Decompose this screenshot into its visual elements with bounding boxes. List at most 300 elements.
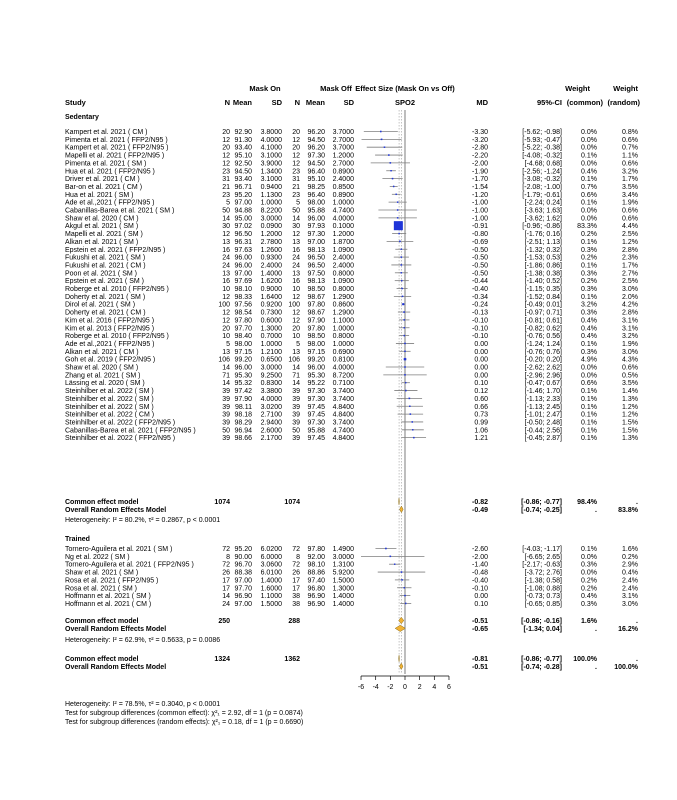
weight-random: 0.6% [622,160,638,168]
study-label: Steinhilber et al. 2022 ( SM ) [65,395,154,403]
common-effect-diamond [399,655,400,661]
study-label: Rosa et al. 2021 ( FFP2/N95 ) [65,577,159,585]
mean-mask-on: 92.50 [234,160,252,168]
weight-random: 0.6% [622,364,638,372]
effect-square [404,343,405,344]
mean-mask-off: 97.80 [307,546,325,553]
mean-mask-on: 97.00 [234,270,252,278]
n-mask-off: 17 [292,585,300,593]
n-mask-off: 12 [292,160,300,168]
mean-mask-on: 97.02 [234,223,252,231]
effect-square [399,241,400,242]
random-md: -0.65 [472,625,488,633]
study-label: Lässing et al. 2020 ( SM ) [65,380,145,388]
x-tick-label: -4 [372,684,379,691]
n-mask-off-total: 288 [288,618,300,625]
mean-mask-on: 97.63 [234,246,252,254]
n-mask-on: 14 [222,364,230,372]
n-mask-off: 12 [292,152,300,160]
mean-mask-off: 98.13 [307,278,325,286]
effect-square [394,564,395,565]
sd-mask-off: 1.0000 [332,340,354,348]
weight-common: 0.4% [581,325,597,333]
n-mask-on: 17 [222,577,230,585]
effect-square [404,595,405,596]
n-mask-off: 10 [292,333,300,341]
common-effect-label: Common effect model [65,618,139,625]
n-mask-on: 12 [222,231,230,239]
study-label: Hua et al. 2021 ( SM ) [65,191,134,199]
mean-mask-on: 93.40 [234,144,252,152]
mean-mask-off: 94.50 [307,136,325,144]
mean-mask-on: 96.00 [234,364,252,372]
sd-mask-on: 0.9000 [260,286,282,293]
effect-square [413,437,414,438]
sd-mask-off: 1.4000 [332,593,354,601]
n-mask-on: 20 [222,325,230,333]
mean-difference: 0.00 [474,593,488,601]
n-mask-on: 72 [222,546,230,553]
mean-difference: -2.00 [472,160,488,168]
n-mask-off: 39 [292,403,300,411]
n-mask-on-total: 1324 [214,656,230,663]
mean-mask-off: 97.93 [307,223,325,231]
weight-random: 3.0% [622,286,638,293]
n-mask-on: 12 [222,317,230,325]
n-mask-on: 39 [222,403,230,411]
mean-mask-off: 96.40 [307,191,325,199]
effect-square [401,264,402,265]
random-weight-common: . [595,663,597,671]
n-mask-on: 5 [226,340,230,348]
common-ci: [-0.86; -0.16] [521,618,562,625]
confidence-interval: [-1.38; 0.58] [524,577,562,585]
mean-difference: -1.00 [472,199,488,207]
n-mask-on: 16 [222,278,230,286]
mean-mask-off: 97.45 [307,411,325,419]
random-weight-random: 16.2% [618,625,638,633]
mean-mask-on: 92.90 [234,129,252,136]
weight-common: 0.4% [581,317,597,325]
confidence-interval: [-2.08; -1.00] [522,183,562,191]
effect-square [381,139,382,140]
sd-mask-off: 1.0900 [332,278,354,286]
confidence-interval: [-2.17; -0.63] [522,561,562,569]
effect-square [401,257,402,258]
sd-mask-off: 1.2000 [332,152,354,160]
mean-difference: 0.10 [474,600,488,608]
weight-common: 0.1% [581,419,597,427]
mean-mask-on: 98.18 [234,411,252,419]
study-label: Shaw et al. 2021 ( SM ) [65,569,139,577]
n-mask-off: 16 [292,278,300,286]
weight-common: 0.0% [581,215,597,223]
weight-common: 0.2% [581,254,597,262]
effect-square [404,358,406,360]
weight-common: 0.1% [581,262,597,270]
n-mask-on: 13 [222,238,230,246]
confidence-interval: [-2.24; 0.24] [524,199,562,207]
mean-difference: 0.60 [474,395,488,403]
n-mask-off: 72 [292,561,300,569]
sd-mask-off: 5.9200 [332,569,354,577]
study-label: Steinhilber et al. 2022 ( SM ) [65,388,154,396]
weight-common-top: Weight [565,84,590,93]
random-effects-diamond [400,663,403,669]
weight-common: 0.4% [581,168,597,176]
weight-common: 0.0% [581,160,597,168]
confidence-interval: [-2.51; 1.13] [524,238,562,246]
footnote: Test for subgroup differences (common effect): χ²₁ = 2.92, df = 1 (p = 0.0874) [65,710,303,717]
n-mask-on: 24 [222,262,230,270]
study-label: Alkan et al. 2021 ( SM ) [65,238,139,246]
mean-difference: -0.34 [472,293,488,301]
mean-mask-off: 98.25 [307,183,325,191]
weight-random: 3.0% [622,348,638,356]
weight-common: 0.1% [581,388,597,396]
sd-mask-off: 8.7200 [332,372,354,380]
mean-mask-on: 97.70 [234,585,252,593]
n-mask-on: 50 [222,207,230,215]
confidence-interval: [-0.50; 2.48] [524,419,562,427]
sd-mask-on: 1.2600 [260,246,282,254]
mean-difference: -0.50 [472,270,488,278]
mean-mask-off: 96.20 [307,129,325,136]
n-mask-off: 13 [292,238,300,246]
forest-rows [65,114,639,726]
n-mask-off: 31 [292,176,300,184]
study-label: Kampert et al. 2021 ( CM ) [65,129,148,136]
mean-mask-on: 98.00 [234,340,252,348]
n-mask-off: 12 [292,136,300,144]
n-mask-off: 39 [292,395,300,403]
random-effects-label: Overall Random Effects Model [65,506,167,514]
sd-mask-on: 1.3400 [260,168,282,176]
weight-random: 1.2% [622,238,638,246]
study-label: Tornero-Aguilera et al. 2021 ( FFP2/N95 ) [65,561,194,569]
n-mask-on: 12 [222,293,230,301]
sd-mask-off: 1.4000 [332,600,354,608]
effect-square [402,296,403,297]
weight-random: 2.0% [622,293,638,301]
mean-difference: -0.40 [472,577,488,585]
mean-mask-off: 95.10 [307,176,325,184]
random-weight-random: 83.8% [618,506,638,514]
effect-square [390,170,391,171]
mean-mask-on: 95.30 [234,372,252,380]
n-mask-off: 71 [292,372,300,380]
md-header: MD [476,98,488,107]
confidence-interval: [-1.13; 2.33] [524,395,562,403]
weight-random: 0.7% [622,144,638,152]
n-off-header: N [294,98,300,107]
sd-mask-off: 0.1000 [332,223,354,231]
sd-mask-on: 0.6500 [260,356,282,364]
confidence-interval: [-5.22; -0.38] [522,144,562,152]
n-mask-on: 39 [222,411,230,419]
study-label: Hoffmann et al. 2021 ( SM ) [65,593,151,601]
mean-difference: -0.91 [472,223,488,231]
mean-difference: 0.00 [474,364,488,372]
mean-difference: -0.48 [472,569,488,577]
sd-mask-on: 1.1300 [260,191,282,199]
sd-mask-off: 0.8100 [332,356,354,364]
n-mask-on: 13 [222,348,230,356]
sd-mask-off: 4.8400 [332,411,354,419]
sd-mask-on: 3.1000 [260,152,282,160]
mean-difference: -0.40 [472,286,488,293]
mean-difference: -0.50 [472,246,488,254]
n-mask-off: 12 [292,309,300,317]
sd-mask-on: 2.6000 [260,427,282,435]
n-mask-off: 13 [292,348,300,356]
sd-mask-on: 1.3000 [260,325,282,333]
sd-mask-on: 1.0000 [260,340,282,348]
effect-square [397,202,398,203]
weight-common: 0.1% [581,411,597,419]
mean-difference: 0.12 [474,388,488,396]
weight-common: 0.1% [581,546,597,553]
weight-random: 1.3% [622,435,638,443]
n-mask-on: 17 [222,585,230,593]
mean-mask-on: 96.00 [234,254,252,262]
mean-difference: -0.44 [472,278,488,286]
mean-mask-on: 97.56 [234,301,252,309]
x-tick-label: -2 [387,684,394,691]
sd-on-header: SD [271,98,282,107]
effect-square [392,178,393,179]
weight-random: 4.2% [622,301,638,309]
sd-mask-off: 1.2900 [332,309,354,317]
common-weight-common: 1.6% [581,618,597,625]
weight-common: 0.4% [581,593,597,601]
confidence-interval: [-6.65; 2.65] [524,553,562,561]
mean-mask-on: 94.88 [234,207,252,215]
n-mask-on: 14 [222,215,230,223]
confidence-interval: [-0.96; -0.86] [522,223,562,231]
random-md: -0.49 [472,506,488,514]
confidence-interval: [-4.03; -1.17] [522,546,562,553]
n-mask-off: 13 [292,270,300,278]
n-mask-off: 5 [296,199,300,207]
confidence-interval: [-0.97; 0.71] [524,309,562,317]
subgroup-title: Trained [65,536,90,543]
sd-mask-off: 3.7000 [332,129,354,136]
weight-common: 0.3% [581,286,597,293]
random-weight-random: 100.0% [614,663,638,671]
weight-random: 1.2% [622,411,638,419]
weight-common: 0.2% [581,278,597,286]
mean-mask-on: 96.50 [234,231,252,239]
confidence-interval: [-0.49; 0.01] [524,301,562,309]
weight-common: 0.1% [581,238,597,246]
study-label: Epstein et al. 2021 ( FFP2/N95 ) [65,246,166,254]
effect-square [401,272,402,273]
sd-mask-on: 6.0000 [260,553,282,561]
weight-common: 83.3% [577,223,597,231]
confidence-interval: [-5.93; -0.47] [522,136,562,144]
mean-difference: 0.00 [474,340,488,348]
common-ci: [-0.86; -0.77] [521,656,562,663]
study-label: Pimenta et al. 2021 ( SM ) [65,160,147,168]
mean-mask-on: 98.54 [234,309,252,317]
study-label: Cabanillas-Barea et al. 2021 ( FFP2/N95 ) [65,427,196,435]
mean-mask-off: 99.20 [307,356,325,364]
mean-mask-off: 97.30 [307,419,325,427]
effect-square [410,414,411,415]
mean-mask-on: 96.31 [234,238,252,246]
effect-square [405,390,406,391]
weight-common: 0.0% [581,372,597,380]
sd-mask-on: 3.8000 [260,129,282,136]
mean-mask-on: 95.20 [234,191,252,199]
mean-mask-on: 98.29 [234,419,252,427]
sd-mask-off: 3.7000 [332,144,354,152]
sd-mask-off: 0.8900 [332,168,354,176]
mean-mask-off: 95.88 [307,207,325,215]
weight-random: 3.5% [622,183,638,191]
sd-mask-off: 4.7400 [332,427,354,435]
common-effect-diamond [399,617,404,623]
n-mask-off: 17 [292,577,300,585]
mean-mask-off: 97.80 [307,325,325,333]
weight-random: 3.5% [622,380,638,388]
random-effects-diamond [400,506,404,512]
weight-common: 0.3% [581,270,597,278]
study-label: Doherty et al. 2021 ( CM ) [65,309,146,317]
confidence-interval: [-1.01; 2.47] [524,411,562,419]
n-mask-on: 8 [226,553,230,561]
confidence-interval: [-3.63; 1.63] [524,207,562,215]
common-effect-label: Common effect model [65,656,139,663]
n-mask-off: 20 [292,325,300,333]
confidence-interval: [-0.76; 0.56] [524,333,562,341]
sd-mask-off: 1.2900 [332,293,354,301]
study-label: Roberge et al. 2010 ( FFP2/N95 ) [65,286,169,293]
n-mask-off: 30 [292,223,300,231]
sd-mask-off: 3.7400 [332,419,354,427]
effect-square [402,303,404,305]
mean-difference: -2.00 [472,553,488,561]
n-mask-on: 106 [218,356,230,364]
mean-mask-off: 96.00 [307,364,325,372]
n-mask-off: 12 [292,293,300,301]
n-on-header: N [224,98,230,107]
heterogeneity-text: Heterogeneity: I² = 62.9%, τ² = 0.5633, p = 0.0086 [65,637,221,644]
sd-mask-off: 0.8000 [332,270,354,278]
study-label: Hoffmann et al. 2021 ( CM ) [65,600,152,608]
n-mask-off: 14 [292,364,300,372]
sd-mask-off: 2.4000 [332,262,354,270]
effect-square [404,374,405,375]
sd-mask-off: 2.4000 [332,176,354,184]
effect-size-header: Effect Size (Mask On vs Off) [355,84,455,93]
sd-mask-on: 3.0600 [260,561,282,569]
mean-mask-on: 88.38 [234,569,252,577]
sd-mask-off: 2.4000 [332,254,354,262]
confidence-interval: [-5.62; -0.98] [522,129,562,136]
mean-difference: -0.10 [472,333,488,341]
common-ci: [-0.86; -0.77] [521,499,562,506]
effect-square [401,579,402,580]
weight-random: 1.9% [622,199,638,207]
study-header: Study [65,98,86,107]
mean-mask-on: 96.90 [234,593,252,601]
weight-random: 2.7% [622,270,638,278]
mean-mask-on: 97.69 [234,278,252,286]
sd-mask-on: 4.0000 [260,395,282,403]
mean-mask-off: 98.50 [307,333,325,341]
mean-mask-on: 96.71 [234,183,252,191]
n-mask-on: 5 [226,199,230,207]
n-mask-on: 71 [222,372,230,380]
effect-square [401,571,402,572]
study-label: Akgul et al. 2021 ( SM ) [65,223,139,231]
x-tick-label: 0 [403,684,407,691]
study-label: Zhang et al. 2021 ( SM ) [65,372,141,380]
n-mask-off: 10 [292,286,300,293]
mean-difference: 0.73 [474,411,488,419]
mean-mask-off: 96.20 [307,144,325,152]
effect-square [403,311,404,312]
confidence-interval: [-1.46; 1.70] [524,388,562,396]
weight-random: 2.4% [622,585,638,593]
confidence-interval: [-4.08; -0.32] [522,152,562,160]
n-mask-off: 23 [292,168,300,176]
random-effects-label: Overall Random Effects Model [65,663,167,671]
mean-mask-off: 97.90 [307,317,325,325]
effect-square [384,147,385,148]
heterogeneity-text: Heterogeneity: I² = 80.2%, τ² = 0.2867, p < 0.0001 [65,517,221,524]
mean-difference: -3.30 [472,129,488,136]
weight-random: 0.6% [622,136,638,144]
mean-mask-on: 96.00 [234,262,252,270]
random-effects-diamond [395,625,405,631]
n-mask-off: 72 [292,546,300,553]
mean-off-header: Mean [305,98,325,107]
study-label: Mapelli et al. 2021 ( FFP2/N95 ) [65,152,165,160]
mean-mask-off: 95.22 [307,380,325,388]
weight-random: 1.2% [622,403,638,411]
sd-mask-on: 0.9400 [260,183,282,191]
footnote: Test for subgroup differences (random effects): χ²₁ = 0.18, df = 1 (p = 0.6690) [65,719,304,726]
footnote: Heterogeneity: I² = 78.5%, τ² = 0.3040, p < 0.0001 [65,701,221,708]
study-label: Goh et al. 2019 ( FFP2/N95 ) [65,356,156,364]
study-label: Kampert et al. 2021 ( FFP2/N95 ) [65,144,169,152]
sd-mask-off: 1.2000 [332,231,354,239]
confidence-interval: [-3.62; 1.62] [524,215,562,223]
sd-mask-on: 2.9400 [260,419,282,427]
mean-difference: 0.00 [474,348,488,356]
mean-mask-on: 97.70 [234,325,252,333]
sd-mask-on: 1.6200 [260,278,282,286]
mean-mask-off: 88.86 [307,569,325,577]
sd-mask-on: 3.1000 [260,176,282,184]
common-weight-common: 100.0% [573,656,597,663]
mean-difference: 1.21 [474,435,488,443]
effect-square [385,548,386,549]
n-mask-on: 12 [222,160,230,168]
weight-common: 0.2% [581,231,597,239]
n-mask-off: 5 [296,340,300,348]
confidence-interval: [-0.45; 2.87] [524,435,562,443]
study-label: Epstein et al. 2021 ( SM ) [65,278,144,286]
weight-common: 0.0% [581,569,597,577]
n-mask-off: 12 [292,231,300,239]
sd-mask-off: 2.7000 [332,136,354,144]
weight-common: 0.1% [581,293,597,301]
effect-square [396,194,397,195]
